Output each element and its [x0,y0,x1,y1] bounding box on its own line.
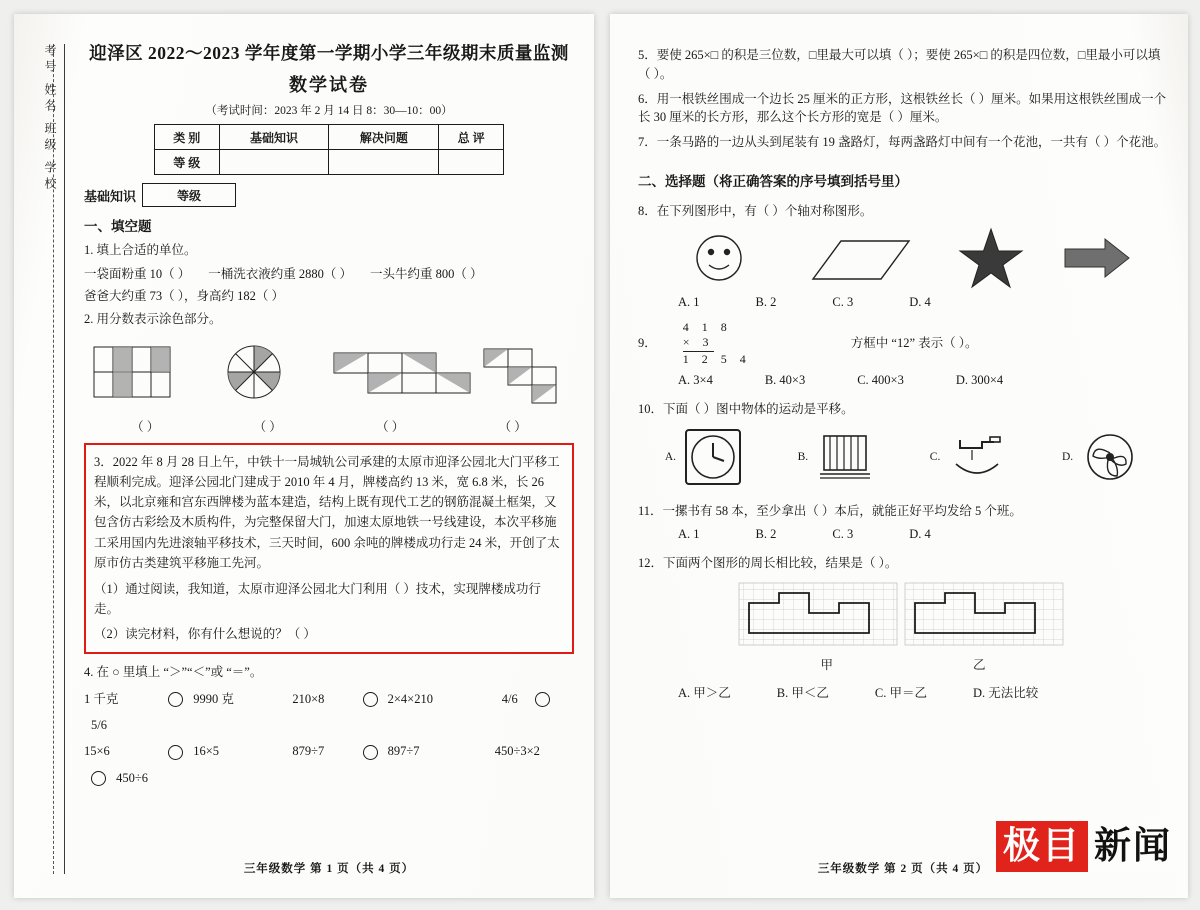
q9-option-a[interactable]: A. 3×4 [678,372,713,387]
table-row [155,150,504,175]
table-row [84,738,574,791]
q9-option-c[interactable]: C. 400×3 [857,372,904,387]
seal-text: 考号 姓名 班级 学校 [43,44,57,193]
abacus-icon [814,426,876,488]
compare-circle[interactable] [535,692,550,707]
exam-time-note: （考试时间：2023 年 2 月 14 日 8：30—10：00） [205,105,453,117]
q8-option-c[interactable]: C. 3 [832,294,854,309]
q8-shapes-svg [673,227,1133,289]
page-1-content [84,40,574,880]
exam-paper-page-2 [610,14,1188,898]
q12-figure-labels [638,655,1168,673]
q2-blank-0: （ ） [131,419,160,434]
compare-circle[interactable] [168,692,183,707]
grade-header-3: 总 评 [439,125,504,150]
question-6: 6．用一根铁丝围成一个边长 25 厘米的正方形，这根铁丝长（ ）厘米。如果用这根铁丝围成一个长 30 厘米的长方形，那么这个长方形的宽是（ ）厘米。 [638,91,1167,125]
question-11: 11．一摞书有 58 本，至少拿出（ ）本后，就能正好平均发给 5 个班。 [638,504,1022,519]
q11-option-a[interactable]: A. 1 [678,527,700,541]
question-11-options [678,527,1168,542]
question-12: 12．下面两个图形的周长相比较，结果是（ ）。 [638,556,898,570]
q10-option-a-label: A. [664,451,676,464]
basic-knowledge-label: 基础知识 [84,188,137,204]
question-12-options [678,683,1168,701]
q11-option-c[interactable]: C. 3 [832,527,854,541]
q9-line-2: 1 2 5 4 [682,351,751,366]
q8-option-a[interactable]: A. 1 [678,294,700,309]
grade-table [154,124,504,175]
grade-cell-empty-2 [329,150,439,175]
q10-option-b-label: B. [797,451,809,464]
watermark-black-text: 新闻 [1088,821,1174,872]
seal-line-area [44,44,70,874]
question-4: 4. 在 ○ 里填上 “＞”“＜”或 “＝”。 [84,664,263,679]
q12-option-a[interactable]: A. 甲＞乙 [678,685,731,700]
question-12-figures [638,579,1168,653]
page-title: 迎泽区 2022～2023 学年度第一学期小学三年级期末质量监测 [89,43,569,63]
q4-r0-c2: 210×8 [292,691,325,706]
seal-solid-line [64,44,65,874]
clock-icon [682,426,744,488]
table-row [84,686,574,739]
q2-blank-1: （ ） [253,419,282,434]
page-1-footer: 三年级数学 第 1 页（共 4 页） [243,863,415,875]
question-4-rows [84,686,574,791]
q1-item-1: 一桶洗衣液约重 2880（ ） [208,266,353,281]
question-8-figures [638,227,1168,289]
question-9-number: 9． [638,335,657,350]
q12-label-yi: 乙 [973,657,986,672]
q4-r0-c5: 5/6 [91,718,107,732]
question-2-figures [84,337,574,415]
q12-option-d[interactable]: D. 无法比较 [972,685,1039,700]
q8-option-d[interactable]: D. 4 [909,294,931,309]
fraction-shapes-svg [84,337,574,413]
q4-r0-c0: 1 千克 [84,691,119,706]
q4-r1-c0: 15×6 [84,744,110,759]
exam-paper-page-1 [14,14,594,898]
grade-cell-empty-1 [219,150,329,175]
level-box: 等级 [142,183,236,207]
compare-circle[interactable] [363,692,378,707]
q3-sub-1: （1）通过阅读，我知道，太原市迎泽公园北大门利用（ ）技术，实现牌楼成功行走。 [94,582,541,617]
q4-r1-c3: 897÷7 [387,744,420,759]
question-2-blanks [84,417,574,435]
grade-header-2: 解决问题 [329,125,439,150]
watermark-logo [996,821,1174,872]
q11-option-d[interactable]: D. 4 [909,527,931,541]
q10-choice-d[interactable] [1062,426,1141,488]
q9-option-d[interactable]: D. 300×4 [955,372,1004,387]
q2-blank-2: （ ） [376,419,405,434]
q12-option-b[interactable]: B. 甲＜乙 [776,685,829,700]
page-2-footer: 三年级数学 第 2 页（共 4 页） [817,863,989,875]
question-1-items-2 [84,286,574,304]
q12-shapes-svg [733,579,1073,653]
watermark-red-text: 极目 [996,821,1088,872]
section-multiple-choice: 二、选择题（将正确答案的序号填到括号里） [638,173,908,189]
question-7: 7．一条马路的一边从头到尾装有 19 盏路灯，每两盏路灯中间有一个花池，一共有（ ）个花池。 [638,135,1167,149]
q4-r1-c1: 16×5 [193,744,220,759]
q10-choice-c[interactable] [930,426,1009,488]
q3-passage: 3．2022 年 8 月 28 日上午，中铁十一局城轨公司承建的太原市迎泽公园北大门平移工程顺利完成。迎泽公园北门建成于 2010 年 4 月，牌楼高约 13 米，宽 6.8 米，长 26 米，以北京雍和宫东西牌楼为蓝本建造，结构上既有现代工艺的钢筋混凝土框架，又包含仿古彩绘及木质构件，为完整保留大门，加速太原地铁一号线建设，本次平移施工采用国内先进滚轴平移技术，三天时间，600 余吨的牌楼成功行走 24 米，开创了太原市仿古类建筑平移施工先河。 [94,454,560,570]
question-8-options [678,295,1168,310]
q10-choice-b[interactable] [798,426,877,488]
q11-option-b[interactable]: B. 2 [755,527,777,541]
q4-r0-c3: 2×4×210 [387,691,433,706]
question-10: 10．下面（ ）图中物体的运动是平移。 [638,401,854,416]
q10-option-d-label: D. [1061,451,1074,464]
q4-r1-c5: 450÷6 [116,770,148,785]
page-2-content [638,40,1168,880]
grade-header-0: 类 别 [155,125,220,150]
q4-r0-c1: 9990 克 [193,691,234,706]
q9-vertical-calc [683,320,751,367]
question-1: 1. 填上合适的单位。 [84,243,197,257]
q4-r1-c4: 450÷3×2 [494,744,540,759]
fan-icon [1079,426,1141,488]
q9-line-1: × 3 [683,335,714,352]
compare-circle[interactable] [363,745,378,760]
page-subject-title: 数学试卷 [289,75,369,95]
q4-r0-c4: 4/6 [501,691,518,706]
grade-cell-empty-3 [439,150,504,175]
faucet-icon [946,426,1008,488]
q1-item-3: 爸爸大约重 73（ ），身高约 182（ ） [84,288,285,303]
question-8: 8．在下列图形中，有（ ）个轴对称图形。 [638,203,873,218]
q12-label-jia: 甲 [820,657,833,672]
basic-knowledge-level [84,183,574,207]
grade-header-1: 基础知识 [219,125,329,150]
question-9-text: 方框中 “12” 表示（ ）。 [850,335,978,350]
question-5: 5．要使 265×□ 的积是三位数，□里最大可以填（ ）；要使 265×□ 的积是四位数，□里最小可以填（ ）。 [638,48,1161,81]
compare-circle[interactable] [91,771,106,786]
q4-r1-c2: 879÷7 [292,744,325,759]
question-1-items [84,264,574,282]
q10-option-c-label: C. [929,451,941,464]
q9-option-b[interactable]: B. 40×3 [764,372,806,387]
section-fill-blank: 一、填空题 [84,219,152,234]
q1-item-0: 一袋面粉重 10（ ） [84,266,191,281]
q10-choice-a[interactable] [665,426,744,488]
question-2: 2. 用分数表示涂色部分。 [84,311,222,326]
table-row [155,125,504,150]
highlighted-question-3 [84,443,574,654]
q2-blank-3: （ ） [498,419,527,434]
grade-row-label: 等 级 [155,150,220,175]
q3-sub-2: （2）读完材料，你有什么想说的？（ ） [94,626,316,641]
q8-option-b[interactable]: B. 2 [755,294,777,309]
question-9-options [678,373,1168,388]
q1-item-2: 一头牛约重 800（ ） [370,266,483,281]
question-9-row [638,320,1168,367]
q9-line-0: 4 1 8 [682,319,732,334]
question-10-figures [638,426,1168,488]
compare-circle[interactable] [168,745,183,760]
q12-option-c[interactable]: C. 甲＝乙 [874,685,927,700]
